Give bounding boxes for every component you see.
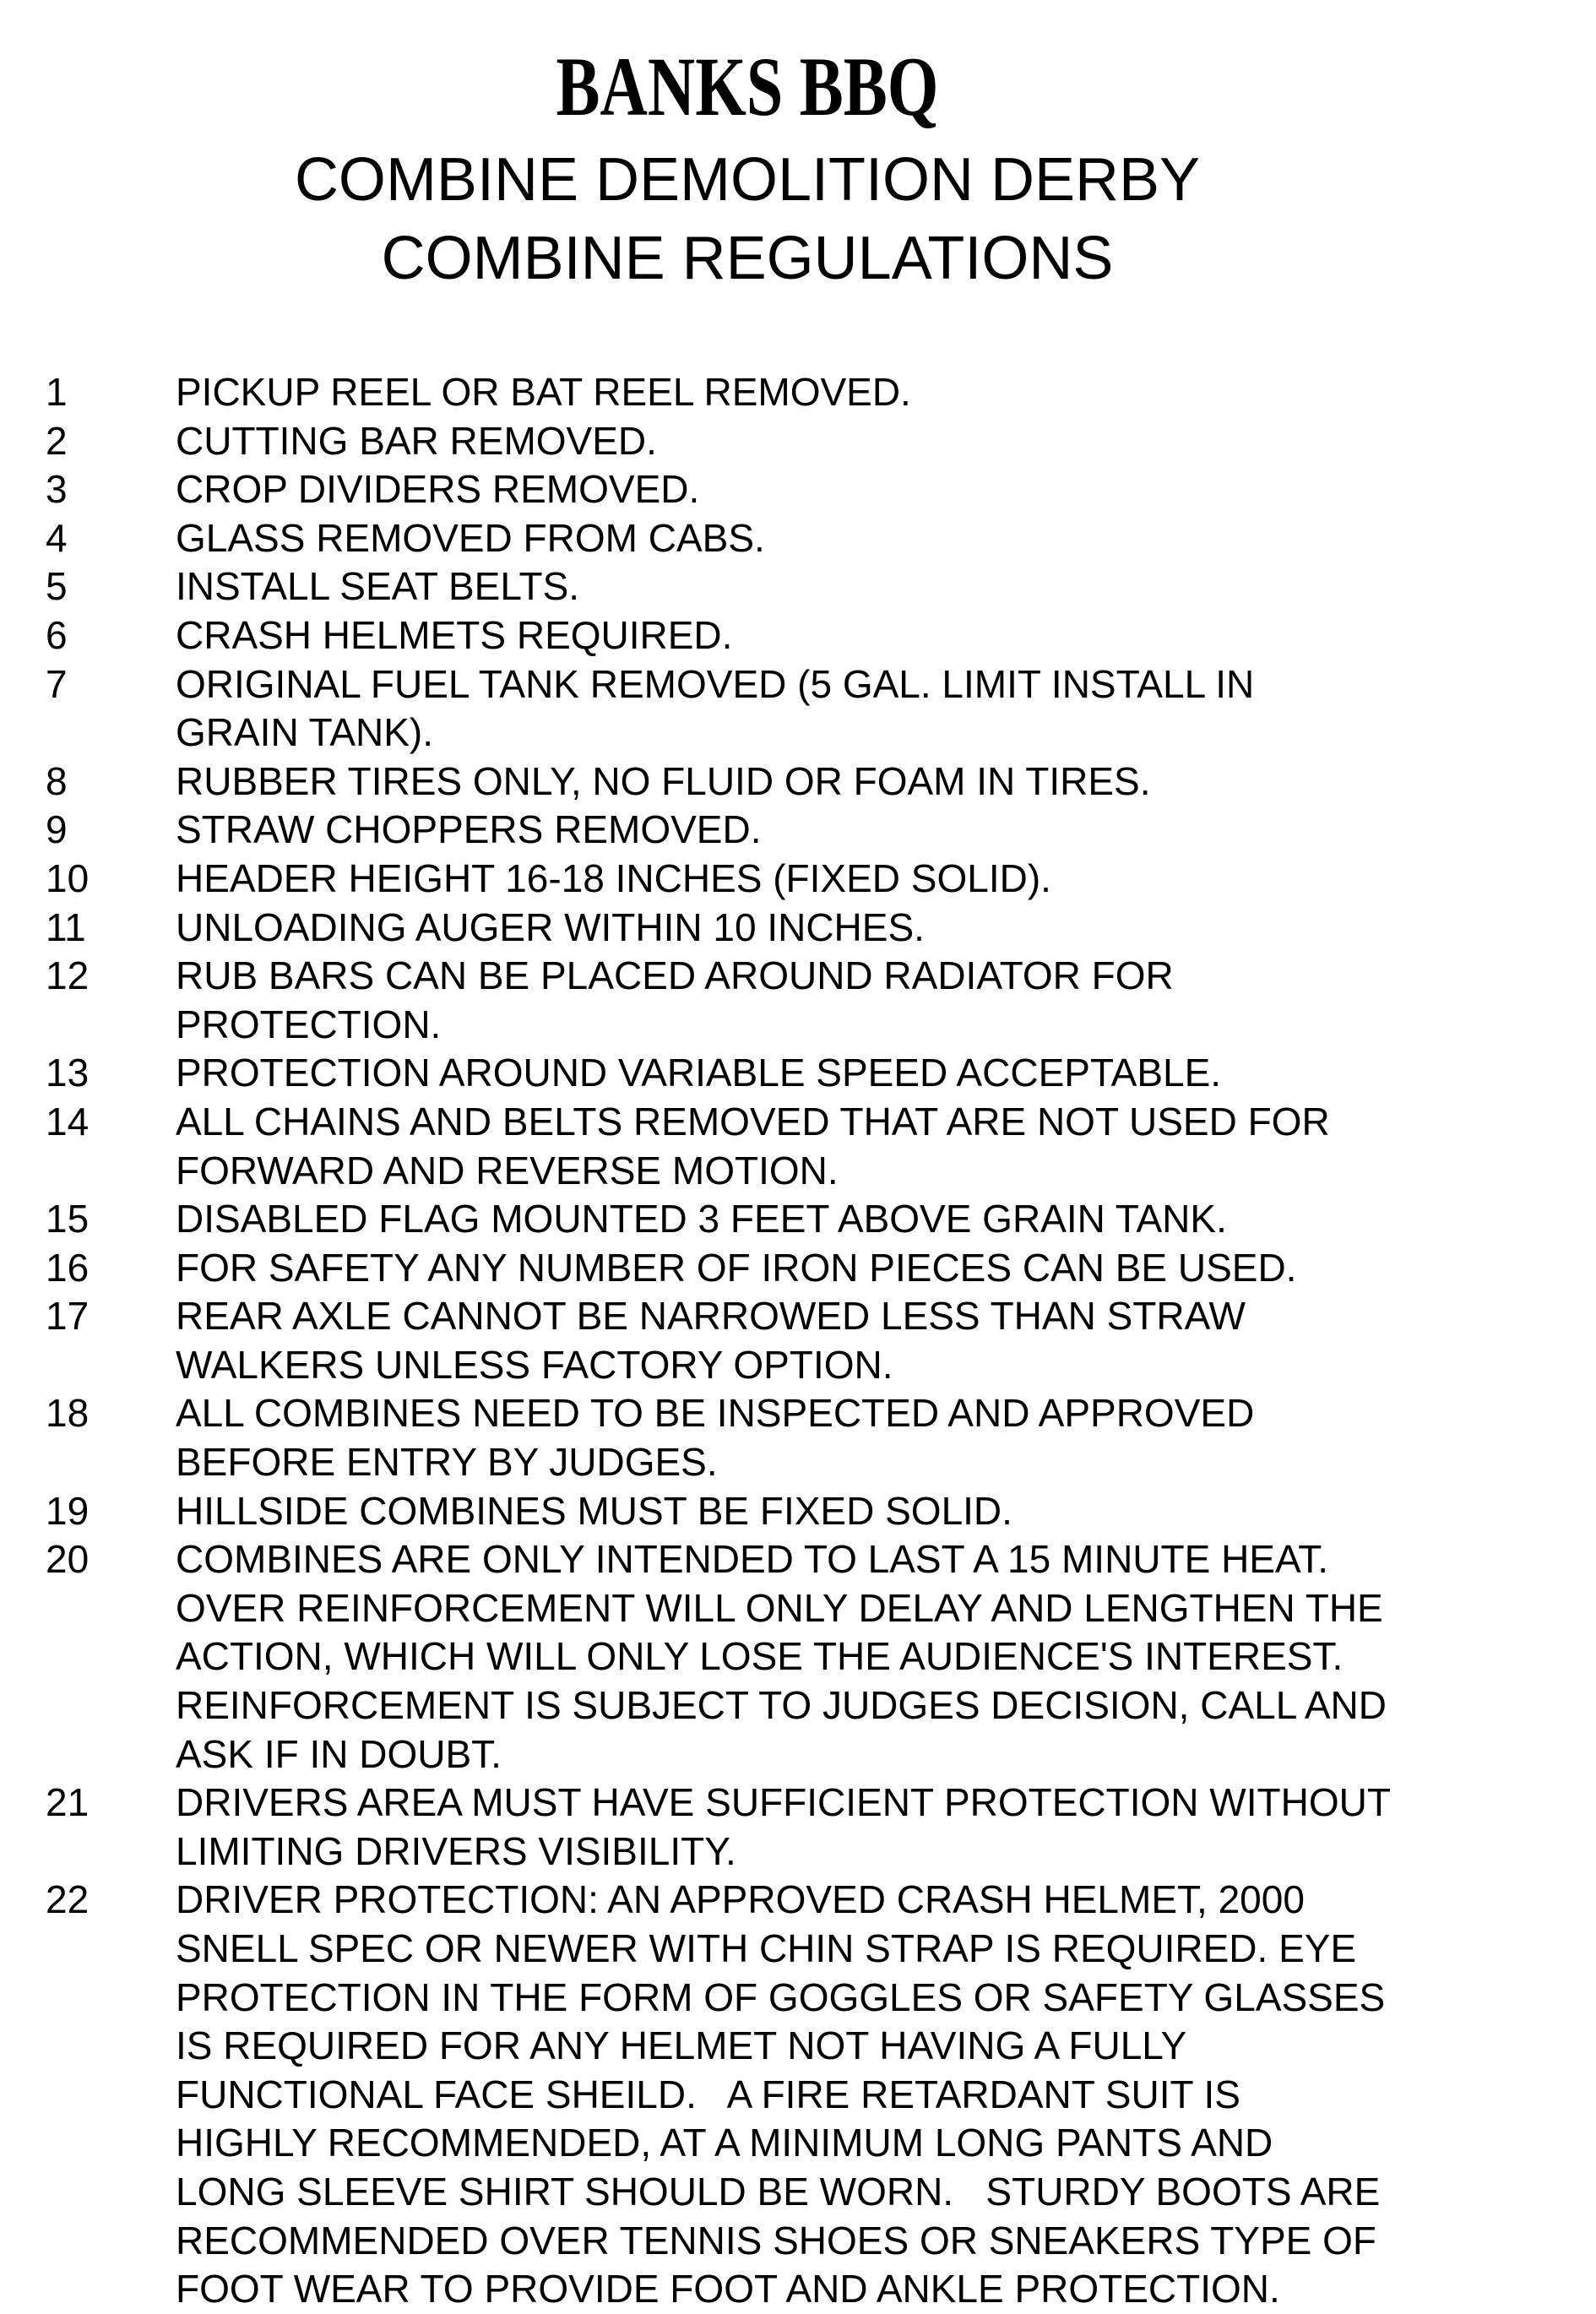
regulation-text-line: PICKUP REEL OR BAT REEL REMOVED. bbox=[176, 370, 911, 414]
regulation-item bbox=[0, 1779, 1596, 1876]
regulation-number: 13 bbox=[46, 1051, 90, 1095]
regulation-text-line: GLASS REMOVED FROM CABS. bbox=[176, 515, 765, 560]
regulation-text bbox=[176, 1876, 1527, 2313]
regulation-text bbox=[176, 952, 1527, 1049]
regulation-number: 7 bbox=[46, 661, 68, 706]
regulation-text-line: SNELL SPEC OR NEWER WITH CHIN STRAP IS REQUIRED. EYE bbox=[176, 1926, 1357, 1970]
regulation-item bbox=[0, 465, 1596, 514]
regulation-item bbox=[0, 417, 1596, 466]
regulation-number: 18 bbox=[46, 1391, 90, 1436]
regulation-text-line: PROTECTION. bbox=[176, 1002, 442, 1046]
regulation-number: 22 bbox=[46, 1877, 90, 1922]
regulation-text-line: DISABLED FLAG MOUNTED 3 FEET ABOVE GRAIN TANK. bbox=[176, 1197, 1227, 1241]
regulation-text bbox=[176, 514, 1527, 563]
regulation-text-line: HILLSIDE COMBINES MUST BE FIXED SOLID. bbox=[176, 1488, 1012, 1533]
regulation-text-line: HEADER HEIGHT 16-18 INCHES (FIXED SOLID). bbox=[176, 856, 1051, 900]
regulation-text bbox=[176, 1535, 1527, 1779]
regulation-text-line: PROTECTION AROUND VARIABLE SPEED ACCEPTABLE. bbox=[176, 1051, 1222, 1095]
regulation-number: 9 bbox=[46, 807, 68, 852]
regulation-text-line: ALL COMBINES NEED TO BE INSPECTED AND APPROVED bbox=[176, 1391, 1255, 1436]
regulation-text bbox=[176, 758, 1527, 807]
regulation-text-line: DRIVERS AREA MUST HAVE SUFFICIENT PROTECTION WITHOUT bbox=[176, 1780, 1391, 1825]
regulation-number: 1 bbox=[46, 370, 68, 414]
regulation-text-line: LONG SLEEVE SHIRT SHOULD BE WORN. STURDY BOOTS ARE bbox=[176, 2169, 1381, 2214]
regulation-number: 10 bbox=[46, 856, 90, 900]
regulation-item bbox=[0, 514, 1596, 563]
regulation-text bbox=[176, 417, 1527, 466]
regulation-text bbox=[176, 368, 1527, 417]
regulation-text-line: FOR SAFETY ANY NUMBER OF IRON PIECES CAN BE USED. bbox=[176, 1245, 1297, 1290]
regulation-text-line: COMBINES ARE ONLY INTENDED TO LAST A 15 MINUTE HEAT. bbox=[176, 1537, 1329, 1582]
regulation-text bbox=[176, 1487, 1527, 1536]
regulation-text bbox=[176, 1098, 1527, 1195]
regulation-number: 21 bbox=[46, 1780, 90, 1825]
regulation-text-line: IS REQUIRED FOR ANY HELMET NOT HAVING A FULLY bbox=[176, 2023, 1187, 2068]
regulation-text-line: DRIVER PROTECTION: AN APPROVED CRASH HELMET, 2000 bbox=[176, 1877, 1305, 1922]
regulation-text-line: HIGHLY RECOMMENDED, AT A MINIMUM LONG PANTS AND bbox=[176, 2121, 1273, 2165]
page-title-line-1: COMBINE DEMOLITION DERBY bbox=[294, 146, 1201, 214]
regulation-text bbox=[176, 465, 1527, 514]
regulation-text-line: PROTECTION IN THE FORM OF GOGGLES OR SAFETY GLASSES bbox=[176, 1975, 1386, 2019]
regulation-item bbox=[0, 1389, 1596, 1486]
regulation-item bbox=[0, 1876, 1596, 2313]
regulation-text bbox=[176, 904, 1527, 953]
regulation-item bbox=[0, 1487, 1596, 1536]
regulation-item bbox=[0, 1049, 1596, 1098]
regulation-text-line: ORIGINAL FUEL TANK REMOVED (5 GAL. LIMIT INSTALL IN bbox=[176, 661, 1255, 706]
regulation-number: 6 bbox=[46, 612, 68, 657]
regulation-text-line: RECOMMENDED OVER TENNIS SHOES OR SNEAKERS TYPE OF bbox=[176, 2218, 1377, 2262]
regulation-text-line: STRAW CHOPPERS REMOVED. bbox=[176, 807, 762, 852]
regulation-text-line: ACTION, WHICH WILL ONLY LOSE THE AUDIENCE'S INTEREST. bbox=[176, 1634, 1344, 1679]
regulation-number: 3 bbox=[46, 467, 68, 512]
regulation-number: 8 bbox=[46, 758, 68, 803]
regulation-text bbox=[176, 1779, 1527, 1876]
regulation-text bbox=[176, 1389, 1527, 1486]
regulation-text-line: REINFORCEMENT IS SUBJECT TO JUDGES DECISION, CALL AND bbox=[176, 1683, 1387, 1728]
regulation-item bbox=[0, 1195, 1596, 1244]
regulation-text bbox=[176, 611, 1527, 660]
regulation-number: 14 bbox=[46, 1099, 90, 1143]
regulation-text-line: GRAIN TANK). bbox=[176, 710, 433, 755]
regulation-item bbox=[0, 855, 1596, 904]
regulation-text-line: REAR AXLE CANNOT BE NARROWED LESS THAN STRAW bbox=[176, 1294, 1246, 1339]
regulation-text-line: CROP DIVIDERS REMOVED. bbox=[176, 467, 700, 512]
regulation-item bbox=[0, 368, 1596, 417]
regulation-item bbox=[0, 562, 1596, 611]
regulation-number: 20 bbox=[46, 1537, 90, 1582]
regulation-item bbox=[0, 758, 1596, 807]
regulation-number: 2 bbox=[46, 418, 68, 463]
regulation-text bbox=[176, 1195, 1527, 1244]
regulation-text-line: LIMITING DRIVERS VISIBILITY. bbox=[176, 1828, 736, 1873]
regulation-item bbox=[0, 1292, 1596, 1389]
regulation-text bbox=[176, 562, 1527, 611]
regulation-item bbox=[0, 1244, 1596, 1293]
regulation-text-line: BEFORE ENTRY BY JUDGES. bbox=[176, 1440, 718, 1485]
regulation-text-line: RUBBER TIRES ONLY, NO FLUID OR FOAM IN TIRES. bbox=[176, 758, 1151, 803]
brand-title: BANKS BBQ bbox=[556, 40, 939, 133]
regulation-number: 4 bbox=[46, 515, 68, 560]
regulation-number: 16 bbox=[46, 1245, 90, 1290]
regulations-list bbox=[0, 368, 1596, 2314]
regulation-number: 11 bbox=[46, 904, 86, 949]
regulation-text-line: OVER REINFORCEMENT WILL ONLY DELAY AND LENGTHEN THE bbox=[176, 1585, 1383, 1630]
regulation-text bbox=[176, 1244, 1527, 1293]
regulation-text-line: ASK IF IN DOUBT. bbox=[176, 1731, 502, 1776]
regulation-text bbox=[176, 1049, 1527, 1098]
regulation-text-line: CUTTING BAR REMOVED. bbox=[176, 418, 657, 463]
regulation-item bbox=[0, 611, 1596, 660]
regulation-text bbox=[176, 660, 1527, 758]
regulation-number: 19 bbox=[46, 1488, 90, 1533]
regulation-text-line: FUNCTIONAL FACE SHEILD. A FIRE RETARDANT SUIT IS bbox=[176, 2072, 1240, 2116]
regulation-item bbox=[0, 806, 1596, 855]
regulation-number: 5 bbox=[46, 564, 68, 609]
regulation-number: 12 bbox=[46, 953, 90, 998]
regulation-text-line: WALKERS UNLESS FACTORY OPTION. bbox=[176, 1342, 893, 1387]
regulation-text-line: UNLOADING AUGER WITHIN 10 INCHES. bbox=[176, 904, 925, 949]
regulation-text-line: INSTALL SEAT BELTS. bbox=[176, 564, 580, 609]
regulation-item bbox=[0, 1098, 1596, 1195]
page-title-line-2: COMBINE REGULATIONS bbox=[381, 225, 1114, 292]
regulation-text bbox=[176, 855, 1527, 904]
regulation-item bbox=[0, 904, 1596, 953]
regulation-text-line: CRASH HELMETS REQUIRED. bbox=[176, 612, 733, 657]
regulation-text bbox=[176, 806, 1527, 855]
regulation-text bbox=[176, 1292, 1527, 1389]
regulation-text-line: FOOT WEAR TO PROVIDE FOOT AND ANKLE PROTECTION. bbox=[176, 2267, 1280, 2311]
regulation-text-line: FORWARD AND REVERSE MOTION. bbox=[176, 1148, 839, 1192]
regulation-text-line: RUB BARS CAN BE PLACED AROUND RADIATOR FOR bbox=[176, 953, 1174, 998]
regulation-item bbox=[0, 952, 1596, 1049]
regulation-text-line: ALL CHAINS AND BELTS REMOVED THAT ARE NOT USED FOR bbox=[176, 1099, 1330, 1143]
regulation-number: 15 bbox=[46, 1197, 90, 1241]
regulation-item bbox=[0, 1535, 1596, 1779]
regulation-item bbox=[0, 660, 1596, 758]
regulation-number: 17 bbox=[46, 1294, 90, 1339]
